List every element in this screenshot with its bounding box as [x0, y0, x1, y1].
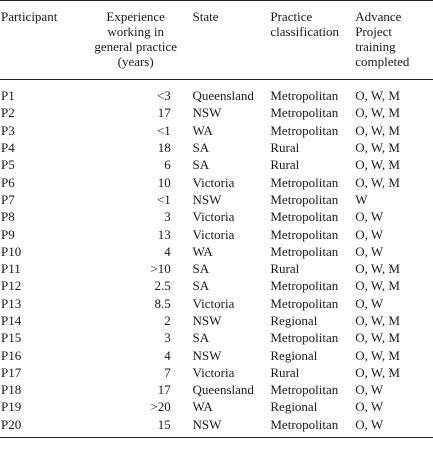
header-participant-line: Participant: [1, 9, 58, 24]
cell-experience: [79, 364, 193, 381]
cell-experience: [79, 346, 193, 363]
cell-training: O, W, M: [355, 157, 400, 173]
header-classification: [270, 1, 355, 80]
cell-participant: P7: [1, 191, 15, 207]
cell-training: O, W, M: [355, 313, 400, 328]
cell-classification: Metropolitan: [270, 209, 339, 225]
header-classification-line: classification: [270, 24, 339, 39]
cell-state: SA: [192, 261, 210, 277]
cell-classification: Regional: [270, 399, 318, 415]
header-participant: [0, 1, 79, 80]
cell-classification: Metropolitan: [270, 191, 339, 207]
table-row: [0, 398, 433, 415]
cell-participant: P6: [1, 174, 15, 190]
cell-state: SA: [192, 330, 210, 346]
table-row: [0, 122, 433, 139]
header-training-line: training: [355, 39, 396, 54]
cell-state: WA: [192, 122, 213, 138]
cell-training: O, W: [355, 399, 384, 415]
cell-state: NSW: [192, 313, 222, 328]
cell-experience-value: 8.5: [154, 295, 171, 311]
table-row: [0, 295, 433, 312]
table-header: [0, 1, 433, 80]
cell-participant: P11: [1, 261, 21, 277]
cell-experience: [79, 295, 193, 312]
table-row: [0, 364, 433, 381]
cell-training: O, W, M: [355, 122, 400, 138]
header-experience: [79, 1, 193, 80]
cell-training: O, W: [355, 226, 384, 242]
header-classification-line: Practice: [270, 9, 313, 24]
cell-experience-value: 3: [164, 209, 171, 225]
table-row: [0, 346, 433, 363]
cell-participant: P10: [1, 243, 22, 259]
cell-state: SA: [192, 140, 210, 156]
cell-experience: [79, 277, 193, 294]
cell-state: Queensland: [192, 382, 254, 398]
cell-experience-value: 17: [157, 105, 171, 121]
header-experience-line: general practice: [94, 39, 177, 54]
cell-classification: Metropolitan: [270, 330, 339, 346]
cell-experience: [79, 225, 193, 242]
cell-experience: [79, 122, 193, 139]
table-row: [0, 139, 433, 156]
cell-training: O, W, M: [355, 174, 400, 190]
cell-training: O, W, M: [355, 330, 400, 346]
cell-participant: P12: [1, 278, 22, 294]
cell-experience-value: >10: [150, 261, 171, 277]
cell-experience-value: <1: [156, 191, 171, 207]
header-experience-line: (years): [117, 54, 154, 69]
cell-experience-value: 4: [164, 243, 171, 259]
cell-participant: P16: [1, 347, 22, 363]
table-row: [0, 381, 433, 398]
cell-experience: [79, 398, 193, 415]
table-row: [0, 277, 433, 294]
table-body: [0, 80, 433, 438]
table-row: [0, 312, 433, 329]
table-row: [0, 208, 433, 225]
cell-classification: Rural: [270, 140, 300, 156]
cell-experience-value: 2: [164, 313, 171, 328]
header-experience-line: working in: [107, 24, 165, 39]
cell-experience: [79, 208, 193, 225]
cell-classification: Metropolitan: [270, 122, 339, 138]
cell-state: SA: [192, 278, 210, 294]
cell-classification: Metropolitan: [270, 105, 339, 121]
cell-training: O, W, M: [355, 105, 400, 121]
cell-classification: Metropolitan: [270, 278, 339, 294]
cell-training: O, W: [355, 295, 384, 311]
table-row: [0, 225, 433, 242]
header-state-line: State: [192, 9, 219, 24]
cell-training: O, W, M: [355, 364, 400, 380]
header-training: [355, 1, 433, 80]
cell-training: O, W, M: [355, 140, 400, 156]
cell-state: Victoria: [192, 174, 235, 190]
cell-experience-value: 2.5: [154, 278, 171, 294]
table-row: [0, 173, 433, 190]
cell-state: WA: [192, 399, 213, 415]
table-row: [0, 104, 433, 121]
cell-experience: [79, 312, 193, 329]
cell-experience: [79, 260, 193, 277]
header-training-line: Advance: [355, 9, 402, 24]
cell-experience: [79, 173, 193, 190]
cell-participant: P2: [1, 105, 15, 121]
header-state: [193, 1, 271, 80]
cell-state: Victoria: [192, 364, 235, 380]
cell-experience-value: <1: [156, 122, 171, 138]
cell-classification: Rural: [270, 261, 300, 277]
cell-participant: P19: [1, 399, 22, 415]
cell-classification: Metropolitan: [270, 416, 339, 432]
cell-state: Queensland: [192, 88, 254, 104]
cell-experience-value: 6: [164, 157, 171, 173]
cell-experience: [79, 80, 193, 105]
cell-participant: P8: [1, 209, 15, 225]
cell-state: Victoria: [192, 209, 235, 225]
cell-participant: P3: [1, 122, 15, 138]
cell-experience-value: 13: [157, 226, 171, 242]
cell-training: O, W, M: [355, 88, 400, 104]
cell-training: W: [355, 191, 368, 207]
cell-experience: [79, 381, 193, 398]
cell-classification: Metropolitan: [270, 295, 339, 311]
cell-participant: P1: [1, 88, 15, 104]
cell-state: NSW: [192, 191, 222, 207]
header-row: [0, 1, 433, 80]
cell-participant: P18: [1, 382, 22, 398]
cell-state: NSW: [192, 416, 222, 432]
cell-experience: [79, 416, 193, 438]
cell-experience-value: 10: [157, 174, 171, 190]
cell-state: NSW: [192, 347, 222, 363]
cell-classification: Metropolitan: [270, 174, 339, 190]
cell-experience-value: <3: [156, 88, 171, 104]
cell-participant: P17: [1, 364, 22, 380]
cell-training: O, W, M: [355, 278, 400, 294]
cell-training: O, W: [355, 243, 384, 259]
table-row: [0, 329, 433, 346]
cell-experience-value: 17: [157, 382, 171, 398]
header-training-line: completed: [355, 54, 410, 69]
table-row: [0, 416, 433, 438]
cell-classification: Metropolitan: [270, 382, 339, 398]
cell-experience: [79, 104, 193, 121]
cell-state: WA: [192, 243, 213, 259]
cell-classification: Rural: [270, 157, 300, 173]
cell-experience-value: 18: [157, 140, 171, 156]
table-row: [0, 156, 433, 173]
cell-experience: [79, 191, 193, 208]
cell-experience: [79, 139, 193, 156]
cell-classification: Rural: [270, 364, 300, 380]
cell-participant: P20: [1, 416, 22, 432]
cell-state: Victoria: [192, 226, 235, 242]
cell-participant: P5: [1, 157, 15, 173]
cell-experience-value: >20: [150, 399, 171, 415]
cell-experience-value: 7: [164, 364, 171, 380]
cell-training: O, W, M: [355, 347, 400, 363]
cell-state: SA: [192, 157, 210, 173]
cell-training: O, W, M: [355, 261, 400, 277]
cell-classification: Metropolitan: [270, 226, 339, 242]
header-training-line: Project: [355, 24, 393, 39]
table-row: [0, 260, 433, 277]
cell-participant: P4: [1, 140, 15, 156]
cell-experience: [79, 243, 193, 260]
cell-classification: Metropolitan: [270, 243, 339, 259]
cell-training: O, W: [355, 209, 384, 225]
cell-classification: Regional: [270, 313, 318, 328]
cell-participant: P14: [1, 313, 22, 328]
header-experience-line: Experience: [106, 9, 165, 24]
cell-state: Victoria: [192, 295, 235, 311]
cell-classification: Regional: [270, 347, 318, 363]
cell-experience-value: 4: [164, 347, 171, 363]
cell-experience: [79, 156, 193, 173]
cell-experience: [79, 329, 193, 346]
cell-participant: P9: [1, 226, 15, 242]
table-row: [0, 243, 433, 260]
cell-participant: P13: [1, 295, 22, 311]
cell-state: NSW: [192, 105, 222, 121]
cell-experience-value: 3: [164, 330, 171, 346]
cell-training: O, W: [355, 382, 384, 398]
table-row: [0, 191, 433, 208]
cell-training: O, W: [355, 416, 384, 432]
cell-classification: Metropolitan: [270, 88, 339, 104]
cell-participant: P15: [1, 330, 22, 346]
cell-experience-value: 15: [157, 416, 171, 432]
table-row: [0, 80, 433, 105]
